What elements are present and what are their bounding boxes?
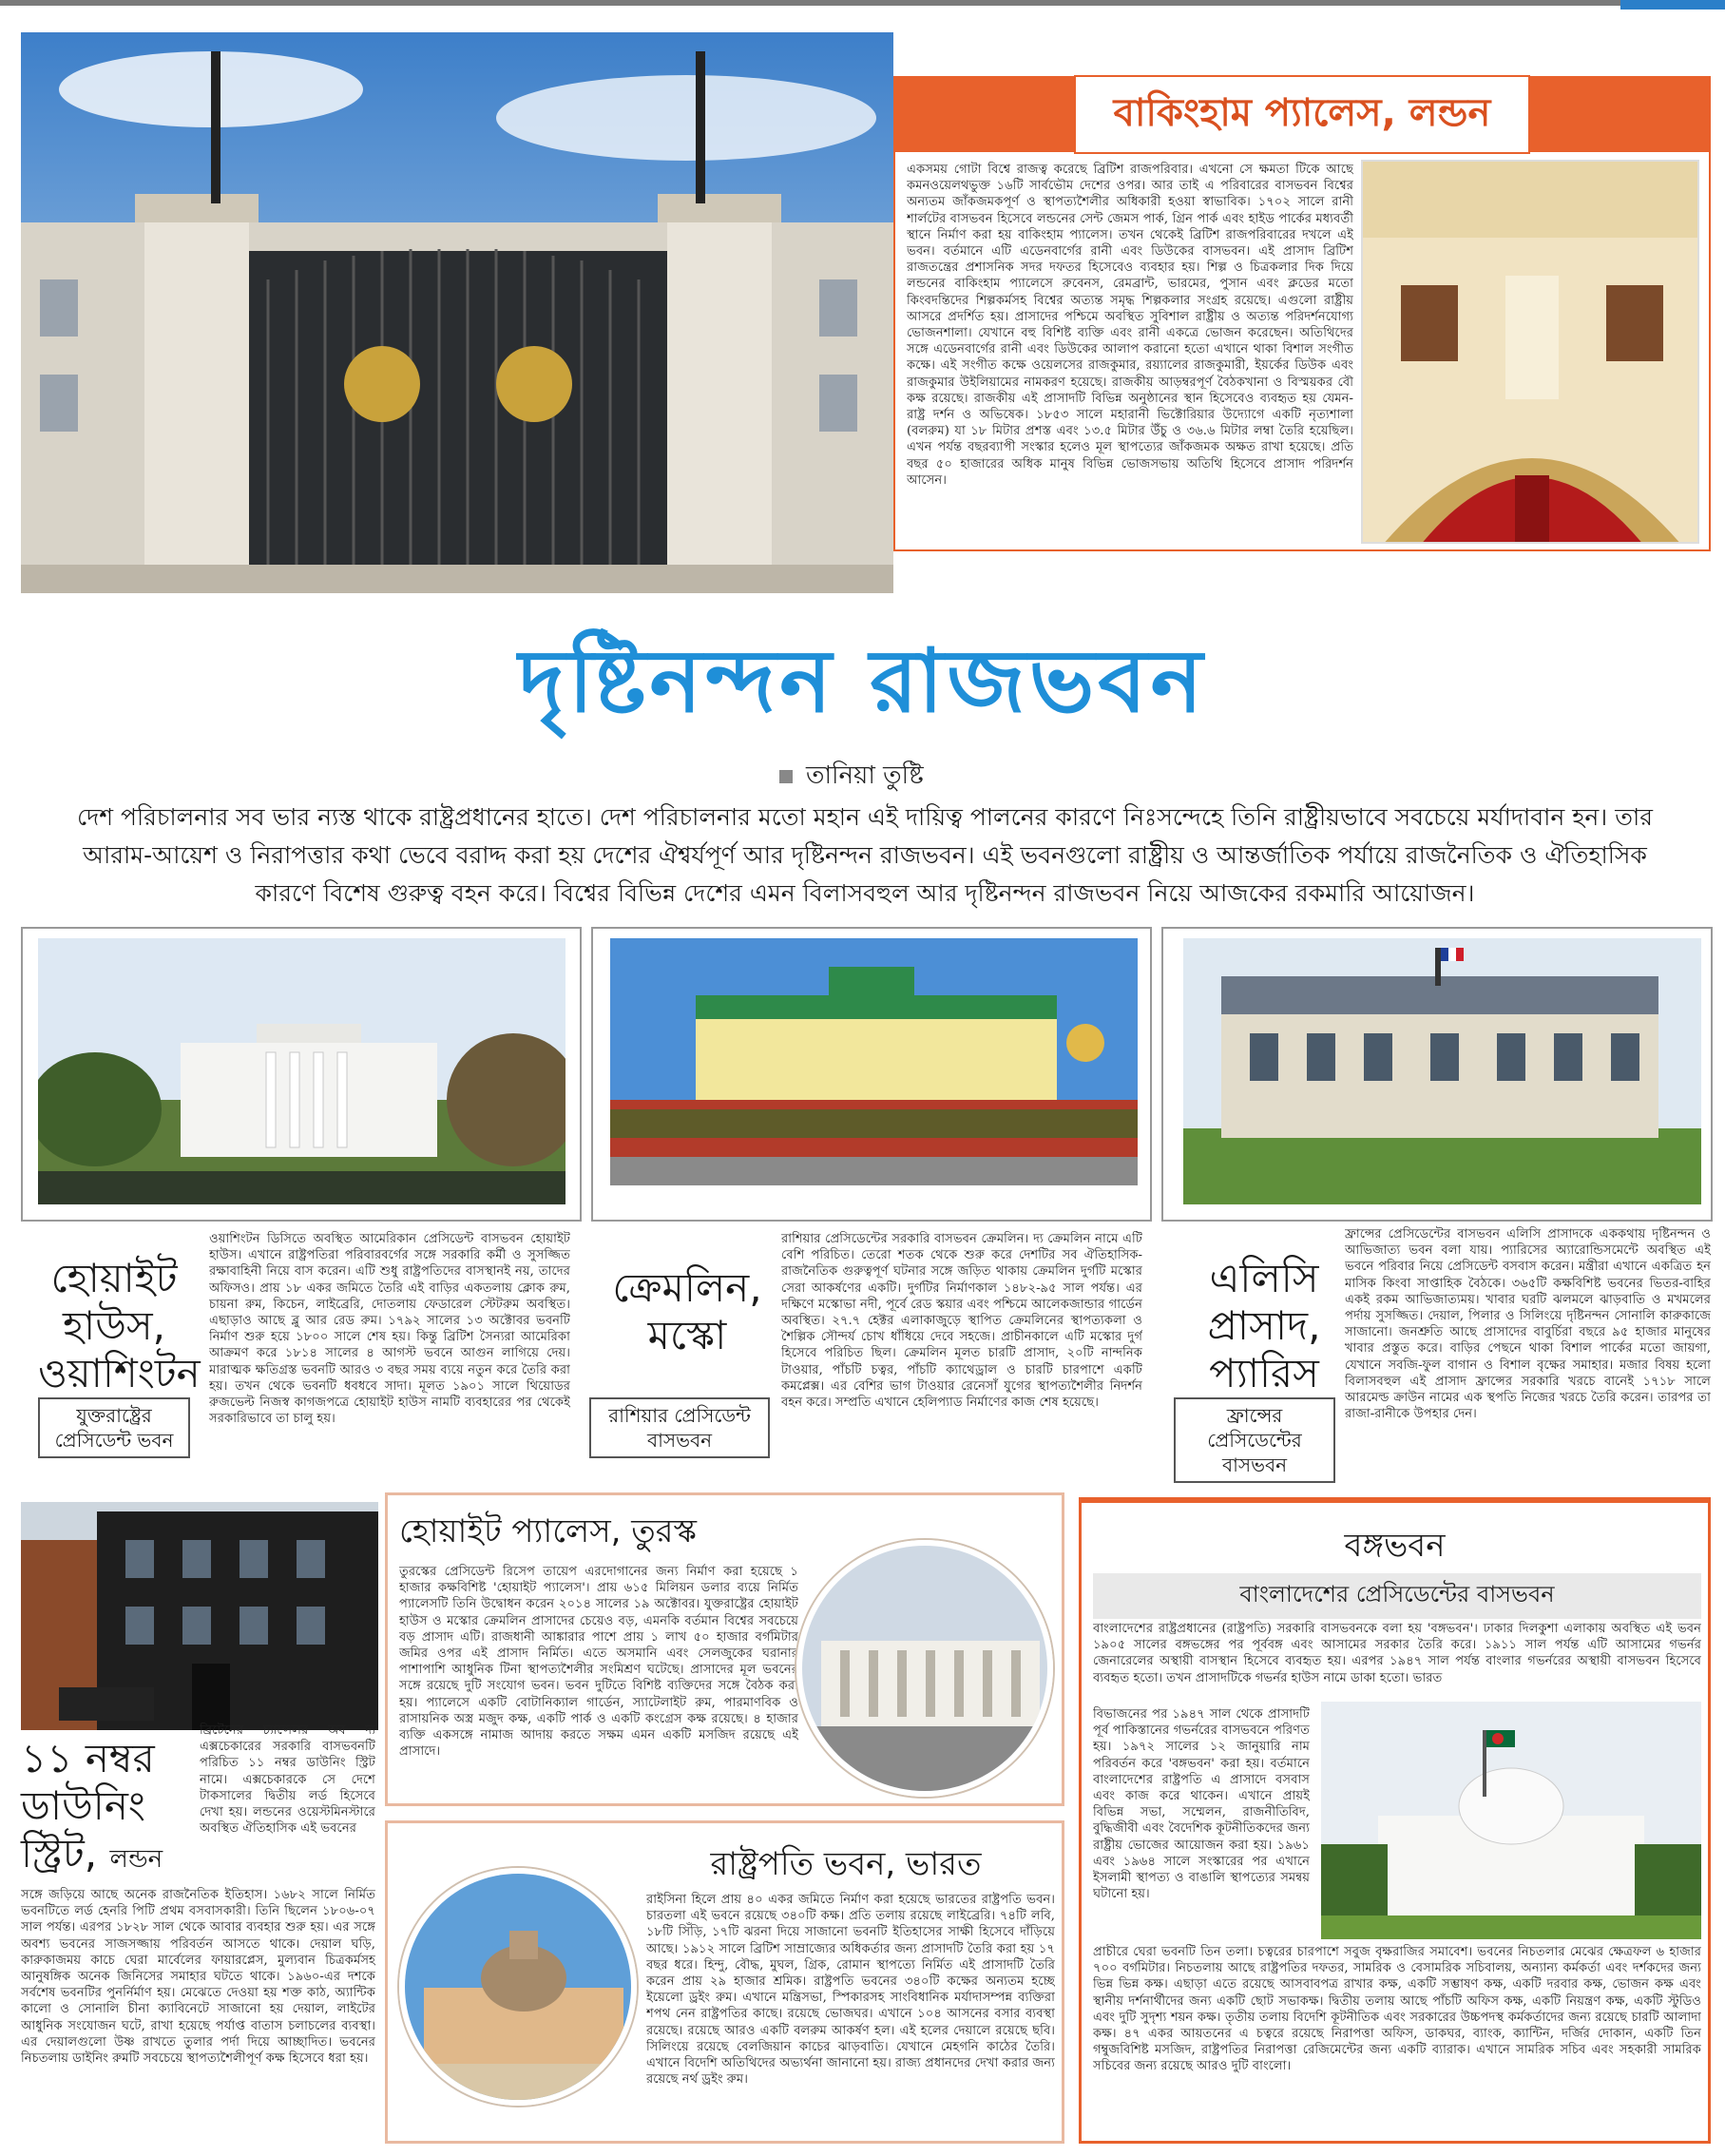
elysee-photo: [1183, 938, 1701, 1204]
kremlin-name: ক্রেমলিন, মস্কো: [612, 1264, 762, 1358]
elysee-caption: ফ্রান্সের প্রেসিডেন্টের বাসভবন: [1174, 1397, 1335, 1483]
bangabhaban-text-2: বিভাজনের পর ১৯৪৭ সাল থেকে প্রাসাদটি পূর্ব পাকিস্তানের গভর্নরের বাসভবনে পরিণত হয়। ১৯৭২ সালের ১২ জানুয়ারি নাম পরিবর্তন করে 'বঙ্গভবন' করা হয়। বর্তমানে বাংলাদেশের রাষ্ট্রপতি এ প্রাসাদে বসবাস এবং কাজ করে থাকেন। এখানে প্রায়ই বিভিন্ন সভা, সম্মেলন, রাজনীতিবিদ, বুদ্ধিজীবী এবং বৈদেশিক কূটনীতিকদের জন্য রাষ্ট্রীয় ভোজের আয়োজন করা হয়। ১৯৬১ এবং ১৯৬৪ সালে সংস্কারের পর এখানে ইসলামী স্থাপত্য ও বাঙালি স্থাপত্যের সমন্বয় ঘটানো হয়।: [1093, 1707, 1310, 1902]
whitehouse-caption: যুক্তরাষ্ট্রের প্রেসিডেন্ট ভবন: [38, 1397, 190, 1458]
downing-text-2: সঙ্গে জড়িয়ে আছে অনেক রাজনৈতিক ইতিহাস। ১৬৮২ সালে নির্মিত ভবনটিতে লর্ড হেনরি পিটি প্রথম বসবাসকারী। তিনি ছিলেন ১৮০৬-০৭ সাল পর্যন্ত। এরপর ১৮২৮ সাল থেকে আবার ব্যবহার শুরু হয়। এর সঙ্গে অবশ্য ভবনের সাজসজ্জায় পরিবর্তন আসতে থাকে। দেয়াল ঘড়ি, কারুকাজময় কাচে ঘেরা মার্বেলের ফায়ারপ্লেস, মুল্যবান চিত্রকর্মসহ আনুষঙ্গিক অনেক জিনিসের সমাহার ঘটতে থাকে। ১৯৬০-এর দশকে সর্বশেষ ভবনটির পুনর্নির্মাণ হয়। মেঝেতে দেওয়া হয় শক্ত কাঠ, অ্যান্টিক কালো ও সোনালি চীনা ক্যাবিনেটে সাজানো হয় দেয়াল, লাইটের আধুনিক সংযোজন ঘটে, রাখা হয়েছে পর্যাপ্ত বাতাস চলাচলের ব্যবস্থা। এর দেয়ালগুলো উষ্ণ রাখতে তুলার পর্দা দিয়ে আচ্ছাদিত। ভবনের নিচতলায় ডাইনিং রুমটি সবচেয়ে স্থাপত্যশৈলীপূর্ণ কক্ষ হিসেবে ধরা হয়।: [21, 1888, 375, 2067]
byline: [779, 756, 924, 798]
bangabhaban-subtitle: বাংলাদেশের প্রেসিডেন্টের বাসভবন: [1093, 1573, 1701, 1619]
page-title: দৃষ্টিনন্দন রাজভবন: [518, 630, 1207, 732]
india-title: রাষ্ট্রপতি ভবন, ভারত: [710, 1845, 982, 1883]
elysee-name: এলিসি প্রাসাদ, প্যারিস: [1207, 1255, 1321, 1396]
bangabhaban-text-3: প্রাচীরে ঘেরা ভবনটি তিন তলা। চত্বরের চারপাশে সবুজ বৃক্ষরাজির সমাবেশ। ভবনের নিচতলার মেঝের ক্ষেত্রফল ৬ হাজার ৭০০ বর্গমিটার। নিচতলায় আছে রাষ্ট্রপতির দফতর, সামরিক ও বেসামরিক সচিবালয়, অন্যান্য কর্মকর্তা এবং দর্শকদের জন্য ভিন্ন ভিন্ন কক্ষ। এছাড়া এতে রয়েছে আসবাবপত্র রাখার কক্ষ, একটি সম্ভাষণ কক্ষ, একটি দরবার কক্ষ, ভোজন কক্ষ এবং স্থানীয় দর্শনার্থীদের জন্য একটি ছোট সভাকক্ষ। দ্বিতীয় তলায় আছে পাঁচটি অফিস কক্ষ, একটি নিয়ন্ত্রণ কক্ষ, একটি স্টুডিও এবং দুটি সুদৃশ্য শয়ন কক্ষ। তৃতীয় তলায় বিদেশি কূটনীতিক এবং সরকারের উচ্চপদস্থ কর্মকর্তাদের জন্য রয়েছে চারটি আলাদা কক্ষ। ৪৭ একর আয়তনের এ চত্বরে রয়েছে নিরাপত্তা অফিস, ডাকঘর, ব্যাংক, ক্যান্টিন, দর্জির দোকান, একটি তিন গম্বুজবিশিষ্ট মসজিদ, রাষ্ট্রপতির নিরাপত্তা রেজিমেন্টের জন্য একটি ব্যারাক। এখানে সামরিক সচিব এবং সহকারী সামরিক সচিবের জন্য রয়েছে আরও দুটি বাংলো।: [1093, 1945, 1701, 2074]
intro-paragraph: দেশ পরিচালনার সব ভার ন্যস্ত থাকে রাষ্ট্রপ্রধানের হাতে। দেশ পরিচালনার মতো মহান এই দায়িত্ব পালনের কারণে নিঃসন্দেহে তিনি রাষ্ট্রীয়ভাবে সবচেয়ে মর্যাদাবান হন। তার আরাম-আয়েশ ও নিরাপত্তার কথা ভেবে বরাদ্দ করা হয় দেশের ঐশ্বর্যপূর্ণ আর দৃষ্টিনন্দন রাজভবন। এই ভবনগুলো রাষ্ট্রীয় ও আন্তর্জাতিক পর্যায়ে রাজনৈতিক ও ঐতিহাসিক কারণে বিশেষ গুরুত্ব বহন করে। বিশ্বের বিভিন্ন দেশের এমন বিলাসবহুল আর দৃষ্টিনন্দন রাজভবন নিয়ে আজকের রকমারি আয়োজন।: [77, 803, 1653, 907]
downing-name: [21, 1735, 192, 1883]
top-rule: [0, 0, 1725, 6]
turkey-text: তুরস্কের প্রেসিডেন্ট রিসেপ তায়েপ এরদোগানের জন্য নির্মাণ করা হয়েছে ১ হাজার কক্ষবিশিষ্ট 'হোয়াইট প্যালেস'। প্রায় ৬১৫ মিলিয়ন ডলার ব্যয়ে নির্মিত প্যালেসটি তিনি উদ্বোধন করেন ২০১৪ সালের ১৯ অক্টোবর। যুক্তরাষ্ট্রের হোয়াইট হাউস ও মস্কোর ক্রেমলিন প্রাসাদের চেয়েও বড়, এমনকি বর্তমান বিশ্বের সবচেয়ে বড় প্রাসাদ এটি। রাজধানী আঙ্কারার পাশে প্রায় ১ লাখ ৫০ হাজার বর্গমিটার জমির ওপর এই প্রাসাদ নির্মিত। এতে অসমানি এবং সেলজুকের ঘরানার পাশাপাশি আধুনিক টিনা স্থাপত্যশৈলীর সংমিশ্রণ ঘটেছে। প্রাসাদের মূল ভবনের সঙ্গে রয়েছে দুটি সংযোগ ভবন। ভবন দুটিতে বিশিষ্ট ব্যক্তিদের সঙ্গে বৈঠক করা হয়। প্যালেসে একটি বোটানিক্যাল গার্ডেন, স্যাটেলাইট রুম, পারমাণবিক ও রাসায়নিক অস্ত্র মজুদ কক্ষ, একটি পার্ক ও একটি কংগ্রেস কক্ষ রয়েছে। ৪ হাজার ব্যক্তি একসঙ্গে নামাজ আদায় করতে সক্ষম এমন একটি মসজিদ রয়েছে এই প্রাসাদে।: [399, 1565, 798, 1760]
kremlin-text: রাশিয়ার প্রেসিডেন্টের সরকারি বাসভবন ক্রেমলিন। দ্য ক্রেমলিন নামে এটি বেশি পরিচিত। তেরো শতক থেকে শুরু করে দেশটির সব ঐতিহাসিক-রাজনৈতিক গুরুত্বপূর্ণ ঘটনার সঙ্গে জড়িত থাকায় ক্রেমলিন দুর্গটি মস্কোর সেরা আকর্ষণের একটি। দুর্গটির নির্মাণকাল ১৪৮২-৯৫ সাল পর্যন্ত। এর দক্ষিণে মস্কোভা নদী, পূর্বে রেড স্কয়ার এবং পশ্চিমে আলেকজান্ডার গার্ডেন অবস্থিত। ২৭.৭ হেক্টর এলাকাজুড়ে স্থাপিত ক্রেমলিনের স্থাপত্যকলা ও শৈল্পিক সৌন্দর্য চোখ ধাঁধিয়ে দেবে সহজে। প্রাচীনকালে এটি মস্কোর দুর্গ হিসেবে পরিচিত ছিল। ক্রেমলিন মূলত চারটি প্রাসাদ, ২০টি নান্দনিক টাওয়ার, পাঁচটি চত্বর, পাঁচটি ক্যাথেড্রাল ও চারটি চারপাশে একটি কমপ্লেক্স। এর বেশির ভাগ টাওয়ার রেনেসাঁ যুগের স্থাপত্যশৈলীর নিদর্শন বহন করে। সম্প্রতি এখানে হেলিপ্যাড নির্মাণের কাজ শেষ হয়েছে।: [781, 1232, 1142, 1411]
buckingham-title-box: [1074, 75, 1531, 154]
kremlin-caption: রাশিয়ার প্রেসিডেন্ট বাসভবন: [589, 1397, 770, 1458]
downing-name-main: ১১ নম্বর ডাউনিং স্ট্রিট,: [21, 1735, 155, 1877]
whitehouse-photo: [38, 938, 565, 1204]
byline-square-icon: [779, 770, 793, 783]
downing-text-1: ব্রিটেনের চ্যান্সেলর অব দ্য এক্সচেকারের সরকারি বাসভবনটি পরিচিত ১১ নম্বর ডাউনিং স্ট্রিট নামে। এক্সচেকারকে সে দেশে টাকসালের দ্বিতীয় লর্ড হিসেবে দেখা হয়। লন্ডনের ওয়েস্টমিনস্টারে অবস্থিত ঐতিহাসিক এই ভবনের: [200, 1723, 375, 1837]
buckingham-title-bar: [893, 76, 1711, 152]
top-accent-bar: [1620, 0, 1725, 10]
downing-name-city: লন্ডন: [109, 1845, 163, 1874]
buckingham-gate-photo: [21, 32, 893, 593]
buckingham-interior-photo: [1361, 160, 1699, 544]
kremlin-photo: [610, 938, 1138, 1185]
author-name: তানিয়া তুষ্টি: [806, 761, 924, 790]
whitehouse-text: ওয়াশিংটন ডিসিতে অবস্থিত আমেরিকান প্রেসিডেন্ট বাসভবন হোয়াইট হাউস। এখানে রাষ্ট্রপতিরা পরিবারবর্গের সঙ্গে সরকারি কর্মী ও সুসজ্জিত রক্ষাবাহিনী নিয়ে বাস করেন। এটি শুধু রাষ্ট্রপতিদের বাসস্থানই নয়, তাদের অফিসও। প্রায় ১৮ একর জমিতে তৈরি এই বাড়ির একতলায় ক্লোক রুম, চায়না রুম, কিচেন, লাইব্রেরি, দোতলায় ফেডারেল স্টেটরুম অবস্থিত। এছাড়াও আছে ব্লু আর রেড রুম। ১৭৯২ সালের ১৩ অক্টোবর ভবনটি নির্মাণ শুরু হয়ে ১৮০০ সালে শেষ হয়। কিন্তু ব্রিটিশ সৈন্যরা আমেরিকা আক্রমণ করে ১৮১৪ সালের ৪ আগস্ট ভবনে আগুন লাগিয়ে দেয়। মারাত্মক ক্ষতিগ্রস্ত ভবনটি আরও ৩ বছর সময় ব্যয়ে নতুন করে তৈরি করা হয়। তখন থেকে ভবনটি ধবধবে সাদা। মূলত ১৯০১ সালে থিয়োডর রুজভেল্ট নিজস্ব কাগজপত্রে হোয়াইট হাউস নামটি ব্যবহারের পর থেকেই সরকারিভাবে তা চালু হয়।: [209, 1232, 570, 1427]
india-text: রাইসিনা হিলে প্রায় ৪০ একর জমিতে নির্মাণ করা হয়েছে ভারতের রাষ্ট্রপতি ভবন। চারতলা এই ভবনে রয়েছে ৩৪০টি কক্ষ। প্রতি তলায় রয়েছে লাইব্রেরি। ৭৪টি লবি, ১৮টি সিঁড়ি, ১৭টি ঝরনা দিয়ে সাজানো ভবনটি ইতিহাসের সাক্ষী হিসেবে দাঁড়িয়ে আছে। ১৯১২ সালে ব্রিটিশ সাম্রাজ্যের অধিকর্তার জন্য প্রাসাদটি তৈরি করা হয় ১৭ বছর ধরে। হিন্দু, বৌদ্ধ, মুঘল, গ্রিক, রোমান স্থাপত্যে নির্মিত এই প্রাসাদটি তৈরি করেন প্রায় ২৯ হাজার শ্রমিক। রাষ্ট্রপতি ভবনের ৩৪০টি কক্ষের অন্যতম হচ্ছে ইয়েলো ড্রইং রুম। এখানে মন্ত্রিসভা, স্পিকারসহ সাংবিধানিক মর্যাদাসম্পন্ন ব্যক্তিরা শপথ নেন রাষ্ট্রপতির কাছে। রয়েছে ভোজঘর। এখানে ১০৪ আসনের বসার ব্যবস্থা রয়েছে। রয়েছে আরও একটি বলরুম আকর্ষণ হল। এই হলের দেয়ালে রয়েছে ছবি। সিলিংয়ে রয়েছে বেলজিয়ান কাচের ঝাড়বাতি। যেখানে মেহগনি কাঠের তৈরি। এখানে বিদেশি অতিথিদের অভ্যর্থনা জানানো হয়। রাজ্য প্রধানদের দেখা করার জন্য রয়েছে নর্থ ড্রইং রুম।: [646, 1893, 1055, 2088]
buckingham-title: বাকিংহাম প্যালেস, লন্ডন: [1113, 90, 1491, 135]
bangabhaban-text-1: বাংলাদেশের রাষ্ট্রপ্রধানের (রাষ্ট্রপতি) সরকারি বাসভবনকে বলা হয় 'বঙ্গভবন'। ঢাকার দিলকুশা এলাকায় অবস্থিত এই ভবন ১৯০৫ সালের বঙ্গভঙ্গের পর পূর্ববঙ্গ এবং আসামের সরকার তৈরি করে। ১৯১১ সাল পর্যন্ত এটি আসামের গভর্নর জেনারেলের অস্থায়ী বাসস্থান হিসেবে ব্যবহৃত হয়। এরপর ১৯৪৭ সাল পর্যন্ত বাংলার গভর্নরের অস্থায়ী বাসভবন হিসেবে ব্যবহৃত হতো। তখন প্রাসাদটিকে গভর্নর হাউস নামে ডাকা হতো। ভারত: [1093, 1622, 1701, 1685]
downing-street-photo: [21, 1502, 378, 1730]
buckingham-text: একসময় গোটা বিশ্বে রাজত্ব করেছে ব্রিটিশ রাজপরিবার। এখনো সে ক্ষমতা টিকে আছে কমনওয়েলথভুক্ত ১৬টি সার্বভৌম দেশের ওপর। আর তাই এ পরিবারের বাসভবন বিশ্বের অন্যতম জাঁকজমকপূর্ণ ও স্থাপত্যশৈলীর অধিকারী হওয়া স্বাভাবিক। ১৭০২ সালে রানী শার্লটের বাসভবন হিসেবে লন্ডনের সেন্ট জেমস পার্ক, গ্রিন পার্ক এবং হাইড পার্কের মধ্যবর্তী স্থানে নির্মাণ করা হয় বাকিংহাম প্যালেস। তখন থেকেই ব্রিটিশ রাজপরিবারের দখলে এই ভবন। বর্তমানে এটি এডেনবার্গের রানী এবং ডিউকের বাসভবন। এই প্রাসাদ ব্রিটিশ রাজতন্ত্রের প্রশাসনিক সদর দফতর হিসেবেও ব্যবহার হয়। শিল্প ও চিত্রকলার দিক দিয়ে লন্ডনের বাকিংহাম প্যালেসে রুবেনস, রেমব্রান্ট, ভারমের, পুসান এবং ক্লডের মতো কিংবদন্তিদের শিল্পকর্মসহ বিশ্বের অত্যন্ত সমৃদ্ধ শিল্পকলার সংগ্রহ রয়েছে। এগুলো রাষ্ট্রীয় আসরে প্রদর্শিত হয়। প্রাসাদের পশ্চিমে অবস্থিত সুবিশাল রাষ্ট্রীয় ও অত্যন্ত পরিদর্শনযোগ্য ভোজনশালা। যেখানে বহু বিশিষ্ট ব্যক্তি এবং রানী একত্রে ভোজন করেছেন। অতিথিদের সঙ্গে এডেনবার্গের রানী এবং ডিউকের আলাপ করানো হতো এখানে থাকা বিশাল সংগীত কক্ষে। এই সংগীত কক্ষে ওয়েলসের রাজকুমার, রয়্যালের রাজকুমারী, ইয়র্কের ডিউক এবং রাজকুমার উইলিয়ামের নামকরণ হয়েছে। রাজকীয় আড়ম্বরপূর্ণ বৈঠকখানা ও বিস্ময়কর বৌ কক্ষ রয়েছে। রাজকীয় এই প্রাসাদটি বিভিন্ন অনুষ্ঠানের স্থান হিসেবেও ব্যবহৃত হয় যেমন- রাষ্ট্র দর্শন ও অভিষেক। ১৮৫৩ সালে মহারানী ভিক্টোরিয়ার উদ্যোগে একটি নৃত্যশালা (বলরুম) যা ১৮ মিটার প্রশস্ত এবং ১৩.৫ মিটার উঁচু ও ৩৬.৬ মিটার লম্বা তৈরি হয়েছিল। এখন পর্যন্ত বছরব্যাপী সংস্কার হলেও মূল স্থাপত্যের জাঁকজমক অক্ষত রাখা হয়েছে। প্রতি বছর ৫০ হাজারের অধিক মানুষ বিভিন্ন ভোজসভায় অতিথি হিসেবে প্রাসাদ পরিদর্শন আসেন।: [907, 163, 1353, 488]
whitehouse-name: হোয়াইট হাউস, ওয়াশিংটন: [38, 1255, 201, 1396]
turkey-title: হোয়াইট প্যালেস, তুরস্ক: [399, 1512, 698, 1550]
turkey-palace-photo: [796, 1540, 1053, 1797]
india-palace-photo: [399, 1868, 637, 2106]
bangabhaban-title: বঙ্গভবন: [1344, 1527, 1446, 1565]
elysee-text: ফ্রান্সের প্রেসিডেন্টের বাসভবন এলিসি প্রাসাদকে এককথায় দৃষ্টিনন্দন ও আভিজাত্য ভবন বলা যায়। প্যারিসের অ্যারোন্ডিসমেন্টে অবস্থিত এই ভবনে পরিবার নিয়ে প্রেসিডেন্ট বসবাস করেন। মন্ত্রীরা এখানে একত্রিত হন মাসিক কিংবা সাপ্তাহিক বৈঠকে। ৩৬৫টি কক্ষবিশিষ্ট ভবনের ভিতর-বাহির একই রকম আভিজাত্যময়। খাবার ঘরটি ঝলমলে ঝাড়বাতি ও মখমলের পর্দায় সুসজ্জিত। দেয়াল, পিলার ও সিলিংয়ে দৃষ্টিনন্দন সোনালি কারুকাজে সাজানো। জনশ্রুতি আছে প্রাসাদের বাবুর্চিরা বছরে ৯৫ হাজার মানুষের খাবার প্রস্তুত করে। বাড়ির পেছনে থাকা বিশাল পার্কের মতো জায়গা, যেখানে সবজি-ফুল বাগান ও বিশাল বৃক্ষের সমাহার। মজার বিষয় হলো বিলাসবহুল এই প্রাসাদ ফ্রান্সের সরকারি খরচে বানেই ১৭১৮ সালে আরমেল্ড ক্রাউন নামের এক স্থপতি নিজের খরচে তৈরি করেন। তারপর তা রাজা-রানীকে উপহার দেন।: [1345, 1227, 1711, 1422]
bangabhaban-photo: [1321, 1702, 1701, 1939]
